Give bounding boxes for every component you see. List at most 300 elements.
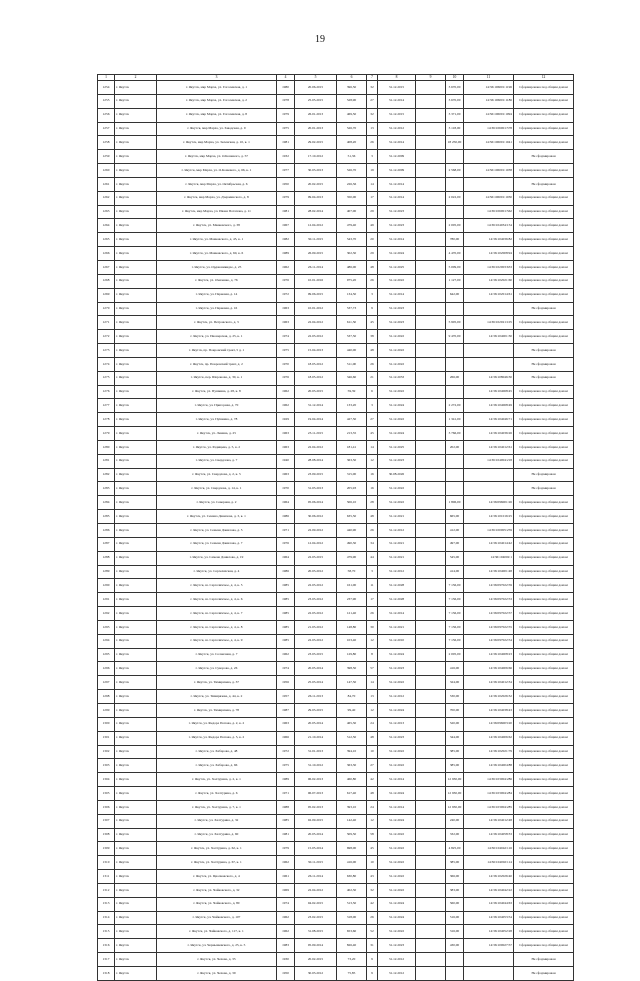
cell-deadline: 30.08.2026 [378, 468, 416, 482]
cell-cadastral-number: 14:36:104014:42 [464, 537, 514, 551]
cell-cadastral-number: 14:36:104038:43 [464, 703, 514, 717]
table-row [98, 122, 574, 136]
cell-cadastral-number: 14:36:104006:66 [464, 662, 514, 676]
cell-land-area: 700,00 [446, 703, 464, 717]
cell-date: 28.08.2014 [295, 454, 337, 468]
cell-row-number: 1275 [98, 371, 115, 385]
table-row [98, 939, 574, 953]
cell-address: г. Якутск, ул. Халтурина, д. 6 [157, 787, 277, 801]
cell-land-area: 560,00 [446, 897, 464, 911]
cell-land-area [446, 177, 464, 191]
column-number-5: 5 [295, 75, 337, 81]
cell-row-number: 1279 [98, 427, 115, 441]
cell-date: 15.05.2014 [295, 842, 337, 856]
cell-municipality: г. Якутск [115, 454, 157, 468]
cell-address: г. Якутск, ул. Хабарова, д. 48 [157, 745, 277, 759]
cell-build-year: 1974 [277, 897, 295, 911]
cell-land-area: 2 568,00 [446, 164, 464, 178]
cell-cadastral-number: 14:36:097022:55 [464, 620, 514, 634]
cell-land-area: 12 930,00 [446, 773, 464, 787]
cell-row-number: 1270 [98, 302, 115, 316]
cell-deadline: 31.12.2010 [378, 634, 416, 648]
cell-blank [416, 800, 446, 814]
table-row [98, 842, 574, 856]
cell-row-number: 1297 [98, 676, 115, 690]
cell-deadline: 31.12.2015 [378, 81, 416, 95]
cell-land-status: Сформирована под общим домом [514, 607, 574, 621]
column-number-4: 4 [277, 75, 295, 81]
table-row [98, 648, 574, 662]
cell-blank [416, 357, 446, 371]
cell-area: 826,40 [337, 939, 367, 953]
cell-residents: 58 [367, 828, 378, 842]
cell-blank [416, 883, 446, 897]
cell-municipality: г. Якутск [115, 81, 157, 95]
cell-blank [416, 759, 446, 773]
cell-row-number: 1259 [98, 150, 115, 164]
cell-address: г. Якутск, ш. Сергеляхское, д. 4, к. 8 [157, 620, 277, 634]
cell-blank [416, 302, 446, 316]
cell-row-number: 1309 [98, 842, 115, 856]
cell-blank [416, 551, 446, 565]
cell-deadline: 31.12.2033 [378, 371, 416, 385]
cell-land-status: Не сформирован [514, 302, 574, 316]
cell-deadline: 31.12.2012 [378, 122, 416, 136]
cell-address: г. Якутск, ул. Чайковского, д. 80 [157, 897, 277, 911]
cell-row-number: 1278 [98, 413, 115, 427]
cell-row-number: 1293 [98, 620, 115, 634]
table-row [98, 150, 574, 164]
cell-area: 148,80 [337, 620, 367, 634]
cell-municipality: г. Якутск [115, 842, 157, 856]
cell-area: 427,50 [337, 413, 367, 427]
cell-blank [416, 413, 446, 427]
cell-land-status: Сформирована под общим домом [514, 399, 574, 413]
cell-build-year: 1962 [277, 925, 295, 939]
cell-land-area: 7 136,00 [446, 593, 464, 607]
table-row [98, 745, 574, 759]
table-row [98, 413, 574, 427]
cell-land-status: Сформирована под общим домом [514, 620, 574, 634]
cell-municipality: г. Якутск [115, 288, 157, 302]
cell-build-year: 1962 [277, 856, 295, 870]
cell-area: 363,30 [337, 759, 367, 773]
cell-land-area: 642,00 [446, 288, 464, 302]
table-row [98, 967, 574, 981]
cell-area: 509,50 [337, 828, 367, 842]
cell-area: 479,90 [337, 551, 367, 565]
cell-cadastral-number: 14:36:096003:20 [464, 717, 514, 731]
cell-blank [416, 828, 446, 842]
cell-land-area [446, 454, 464, 468]
cell-municipality: г. Якутск [115, 953, 157, 967]
cell-municipality: г. Якутск [115, 648, 157, 662]
cell-deadline: 31.12.2021 [378, 510, 416, 524]
cell-date: 22.03.2012 [295, 330, 337, 344]
cell-deadline: 31.12.2022 [378, 883, 416, 897]
cell-area: 490,30 [337, 537, 367, 551]
cell-date: 25.03.2014 [295, 676, 337, 690]
table-row [98, 136, 574, 150]
cell-address: г. Якутск, ул. Орджоникидзе, д. 25 [157, 260, 277, 274]
cell-cadastral-number: 14:36:104012:34 [464, 676, 514, 690]
column-number-7: 7 [367, 75, 378, 81]
cell-cadastral-number: 14:36:106001:1196 [464, 81, 514, 95]
cell-area: 302,30 [337, 247, 367, 261]
cell-land-status: Сформирована под общим домом [514, 205, 574, 219]
cell-residents: 3 [367, 288, 378, 302]
cell-row-number: 1306 [98, 800, 115, 814]
cell-blank [416, 870, 446, 884]
cell-row-number: 1273 [98, 344, 115, 358]
cell-build-year: 1962 [277, 911, 295, 925]
cell-municipality: г. Якутск [115, 565, 157, 579]
table-row [98, 164, 574, 178]
cell-land-area: 5 905,00 [446, 316, 464, 330]
cell-blank [416, 191, 446, 205]
cell-deadline: 31.12.2024 [378, 911, 416, 925]
cell-cadastral-number: 14:36:106001:578 [464, 122, 514, 136]
cell-municipality: г. Якутск [115, 108, 157, 122]
cell-municipality: г. Якутск [115, 579, 157, 593]
cell-land-area: 344,00 [446, 731, 464, 745]
cell-build-year: 1981 [277, 136, 295, 150]
cell-land-area: 9 470,00 [446, 330, 464, 344]
cell-land-area [446, 967, 464, 981]
cell-row-number: 1258 [98, 136, 115, 150]
table-row [98, 676, 574, 690]
cell-cadastral-number: 14:36:104042:22 [464, 883, 514, 897]
cell-area: 134,50 [337, 288, 367, 302]
cell-land-area: 7 136,00 [446, 579, 464, 593]
cell-area: 407,00 [337, 205, 367, 219]
cell-residents: 12 [367, 814, 378, 828]
cell-row-number: 1281 [98, 454, 115, 468]
table-row [98, 565, 574, 579]
cell-residents: 26 [367, 357, 378, 371]
cell-address: г. Якутск, ул. Северная, д. 2 [157, 496, 277, 510]
cell-area: 526,70 [337, 122, 367, 136]
cell-blank [416, 524, 446, 538]
cell-land-area: 383,00 [446, 883, 464, 897]
cell-row-number: 1294 [98, 634, 115, 648]
cell-cadastral-number: 14:36:102021:105 [464, 316, 514, 330]
cell-land-status: Не сформирован [514, 177, 574, 191]
cell-build-year: 1929 [277, 413, 295, 427]
cell-area: 617,40 [337, 787, 367, 801]
cell-address: г. Якутск, мкр Марха, ул. Ивана Потапова, д. 11 [157, 205, 277, 219]
cell-row-number: 1311 [98, 870, 115, 884]
cell-cadastral-number: 14:36:104046:71 [464, 413, 514, 427]
table-row [98, 607, 574, 621]
cell-municipality: г. Якутск [115, 939, 157, 953]
cell-date: 18.05.2012 [295, 371, 337, 385]
cell-date: 12.04.2012 [295, 219, 337, 233]
cell-area: 513,50 [337, 897, 367, 911]
cell-land-status: Сформирована под общим домом [514, 773, 574, 787]
cell-blank [416, 150, 446, 164]
cell-build-year: 1971 [277, 787, 295, 801]
cell-area: 396,50 [337, 81, 367, 95]
cell-municipality: г. Якутск [115, 828, 157, 842]
cell-land-status: Сформирована под общим домом [514, 634, 574, 648]
cell-area: 611,50 [337, 316, 367, 330]
cell-date: 22.09.2012 [295, 524, 337, 538]
cell-cadastral-number: 14:36:106001:1186 [464, 94, 514, 108]
cell-date: 18.05.2012 [295, 357, 337, 371]
table-row [98, 274, 574, 288]
cell-municipality: г. Якутск [115, 690, 157, 704]
table-row [98, 717, 574, 731]
cell-land-status: Сформирована под общим домом [514, 496, 574, 510]
cell-land-status: Сформирована под общим домом [514, 939, 574, 953]
cell-municipality: г. Якутск [115, 607, 157, 621]
cell-date: 06.02.2013 [295, 773, 337, 787]
cell-date: 20.02.2015 [295, 953, 337, 967]
cell-municipality: г. Якутск [115, 440, 157, 454]
cell-municipality: г. Якутск [115, 870, 157, 884]
cell-deadline: 31.12.2014 [378, 233, 416, 247]
cell-address: г. Якутск, ул. Халтурина, д. 7, к. 1 [157, 800, 277, 814]
cell-land-area: 414,00 [446, 565, 464, 579]
table-row [98, 731, 574, 745]
cell-build-year: 1979 [277, 842, 295, 856]
cell-area: 103,40 [337, 634, 367, 648]
cell-area: 465,30 [337, 717, 367, 731]
cell-area: 440,00 [337, 344, 367, 358]
cell-cadastral-number: 14:36:097022:57 [464, 607, 514, 621]
cell-land-status: Сформирована под общим домом [514, 925, 574, 939]
cell-address: г. Якутск, ул. Парковая, д. 16 [157, 302, 277, 316]
cell-row-number: 1302 [98, 745, 115, 759]
cell-land-area: 2 022,00 [446, 191, 464, 205]
cell-date: 17.10.2012 [295, 150, 337, 164]
cell-land-status: Сформирована под общим домом [514, 427, 574, 441]
cell-date: 31.03.2013 [295, 482, 337, 496]
cell-date: 29.03.2015 [295, 703, 337, 717]
cell-deadline: 31.12.2015 [378, 108, 416, 122]
cell-address: г. Якутск, ул. Маяковского, д. 38 [157, 219, 277, 233]
cell-municipality: г. Якутск [115, 274, 157, 288]
cell-municipality: г. Якутск [115, 593, 157, 607]
cell-address: г. Якутск, ул. Пушкина, д. 28, к. 8 [157, 385, 277, 399]
cell-date: 26.09.2015 [295, 247, 337, 261]
table-row [98, 870, 574, 884]
cell-deadline: 31.12.2012 [378, 690, 416, 704]
cell-residents: 52 [367, 925, 378, 939]
cell-land-status: Сформирована под общим домом [514, 745, 574, 759]
cell-deadline: 31.12.2022 [378, 759, 416, 773]
cell-build-year: 1986 [277, 510, 295, 524]
cell-cadastral-number: 14:36:097022:53 [464, 593, 514, 607]
cell-land-area [446, 482, 464, 496]
cell-row-number: 1299 [98, 703, 115, 717]
cell-land-area: 266,00 [446, 371, 464, 385]
cell-land-area: 2 272,00 [446, 399, 464, 413]
cell-date: 19.04.2014 [295, 413, 337, 427]
cell-build-year: 1981 [277, 828, 295, 842]
cell-land-area: 665,00 [446, 510, 464, 524]
table-row [98, 800, 574, 814]
column-number-1: 1 [98, 75, 115, 81]
cell-row-number: 1274 [98, 357, 115, 371]
cell-land-area: 2 005,00 [446, 648, 464, 662]
cell-cadastral-number: 14:36:104036:82 [464, 233, 514, 247]
cell-address: г. Якутск, ул. Пушкина, д. 78 [157, 413, 277, 427]
cell-blank [416, 468, 446, 482]
cell-deadline: 31.12.2022 [378, 828, 416, 842]
cell-land-area: 7 136,00 [446, 620, 464, 634]
cell-row-number: 1256 [98, 108, 115, 122]
cell-municipality: г. Якутск [115, 967, 157, 981]
cell-land-area: 3 118,00 [446, 122, 464, 136]
cell-area: 133,20 [337, 399, 367, 413]
cell-cadastral-number: 14:36:104012:48 [464, 814, 514, 828]
cell-blank [416, 454, 446, 468]
cell-residents: 48 [367, 260, 378, 274]
table-row [98, 814, 574, 828]
cell-area: 58,70 [337, 565, 367, 579]
cell-address: г. Якутск, ул. Чернышевского, д. 25, к. 5 [157, 939, 277, 953]
cell-blank [416, 607, 446, 621]
cell-address: г. Якутск, ул. Свердлова, д. 2, к. 5 [157, 468, 277, 482]
cell-area: 59,39 [337, 385, 367, 399]
cell-cadastral-number: 14:36:102021:79 [464, 745, 514, 759]
cell-blank [416, 496, 446, 510]
cell-deadline: 31.12.2024 [378, 648, 416, 662]
cell-cadastral-number: 14:36:104053:54 [464, 911, 514, 925]
cell-date: 20.02.2015 [295, 177, 337, 191]
cell-residents: 29 [367, 247, 378, 261]
cell-date: 02.09.2015 [295, 814, 337, 828]
cell-deadline: 31.12.2014 [378, 177, 416, 191]
cell-row-number: 1290 [98, 579, 115, 593]
cell-land-status: Сформирована под общим домом [514, 814, 574, 828]
cell-address: г. Якутск, ул. Пионерская, д. 25, к. 1 [157, 330, 277, 344]
column-number-3: 3 [157, 75, 277, 81]
cell-residents: 48 [367, 344, 378, 358]
cell-date: 20.01.2013 [295, 122, 337, 136]
cell-blank [416, 939, 446, 953]
table-row [98, 94, 574, 108]
cell-cadastral-number: 14:36:097022:59 [464, 579, 514, 593]
cell-date: 10.01.2016 [295, 274, 337, 288]
cell-residents: 20 [367, 233, 378, 247]
table-body [98, 75, 574, 981]
cell-blank [416, 205, 446, 219]
table-row [98, 787, 574, 801]
cell-row-number: 1280 [98, 440, 115, 454]
cell-blank [416, 219, 446, 233]
cell-land-status: Сформирована под общим домом [514, 703, 574, 717]
cell-land-status: Сформирована под общим домом [514, 524, 574, 538]
cell-area: 408,20 [337, 136, 367, 150]
table-row [98, 759, 574, 773]
cell-area: 237,90 [337, 593, 367, 607]
cell-area: 142,40 [337, 814, 367, 828]
cell-deadline: 31.12.2009 [378, 164, 416, 178]
table-row [98, 288, 574, 302]
cell-land-area [446, 385, 464, 399]
cell-municipality: г. Якутск [115, 344, 157, 358]
cell-row-number: 1272 [98, 330, 115, 344]
cell-date: 04.02.2015 [295, 897, 337, 911]
table-row [98, 302, 574, 316]
table-row [98, 316, 574, 330]
cell-land-status: Сформирована под общим домом [514, 759, 574, 773]
cell-date: 26.11.2013 [295, 690, 337, 704]
cell-land-area: 1 127,00 [446, 274, 464, 288]
cell-deadline: 31.12.2024 [378, 703, 416, 717]
cell-cadastral-number: 14:36:104012:61 [464, 440, 514, 454]
cell-area: 506,10 [337, 496, 367, 510]
cell-municipality: г. Якутск [115, 94, 157, 108]
table-row [98, 219, 574, 233]
cell-land-status: Сформирована под общим домом [514, 108, 574, 122]
cell-land-area: 7 136,00 [446, 634, 464, 648]
cell-municipality: г. Якутск [115, 787, 157, 801]
cell-land-area: 1 341,00 [446, 413, 464, 427]
cell-residents: 3 [367, 565, 378, 579]
cell-cadastral-number [464, 468, 514, 482]
cell-deadline: 31.12.2022 [378, 856, 416, 870]
cell-residents: 14 [367, 440, 378, 454]
cell-date: 31.08.2015 [295, 925, 337, 939]
table-row [98, 357, 574, 371]
cell-municipality: г. Якутск [115, 164, 157, 178]
cell-cadastral-number: 14:36:106001:1041 [464, 136, 514, 150]
cell-row-number: 1264 [98, 219, 115, 233]
cell-residents: 45 [367, 316, 378, 330]
cell-land-area [446, 357, 464, 371]
cell-deadline: 31.12.2014 [378, 191, 416, 205]
cell-cadastral-number: 14:36:104052:28 [464, 925, 514, 939]
cell-municipality: г. Якутск [115, 759, 157, 773]
cell-date: 29.02.2015 [295, 136, 337, 150]
cell-area: 121,40 [337, 607, 367, 621]
cell-row-number: 1315 [98, 925, 115, 939]
table-row [98, 773, 574, 787]
cell-deadline: 31.12.2021 [378, 551, 416, 565]
cell-land-status: Сформирована под общим домом [514, 648, 574, 662]
cell-area: 318,00 [337, 911, 367, 925]
cell-address: г. Якутск, ул. Чайковского, д. 107 [157, 911, 277, 925]
cell-area: 486,00 [337, 260, 367, 274]
cell-address: г. Якутск, ул. Тимирязева, д. 37 [157, 676, 277, 690]
cell-build-year: 1978 [277, 94, 295, 108]
cell-cadastral-number: 14:36:102021:60 [464, 274, 514, 288]
cell-deadline: 31.12.2025 [378, 440, 416, 454]
cell-land-status: Сформирована под общим домом [514, 579, 574, 593]
cell-date: 05.09.2014 [295, 939, 337, 953]
cell-build-year: 1971 [277, 524, 295, 538]
cell-land-area [446, 150, 464, 164]
cell-area: 129,80 [337, 648, 367, 662]
cell-municipality: г. Якутск [115, 634, 157, 648]
cell-residents: 19 [367, 164, 378, 178]
cell-blank [416, 177, 446, 191]
cell-municipality: г. Якутск [115, 122, 157, 136]
cell-blank [416, 648, 446, 662]
cell-address: г. Якутск, ул. Солнечная, д. 7 [157, 648, 277, 662]
cell-blank [416, 634, 446, 648]
cell-date: 05.02.2013 [295, 800, 337, 814]
cell-blank [416, 122, 446, 136]
cell-date: 31.10.2012 [295, 759, 337, 773]
cell-build-year: 1981 [277, 205, 295, 219]
cell-residents: 6 [367, 385, 378, 399]
cell-deadline: 31.12.2023 [378, 731, 416, 745]
